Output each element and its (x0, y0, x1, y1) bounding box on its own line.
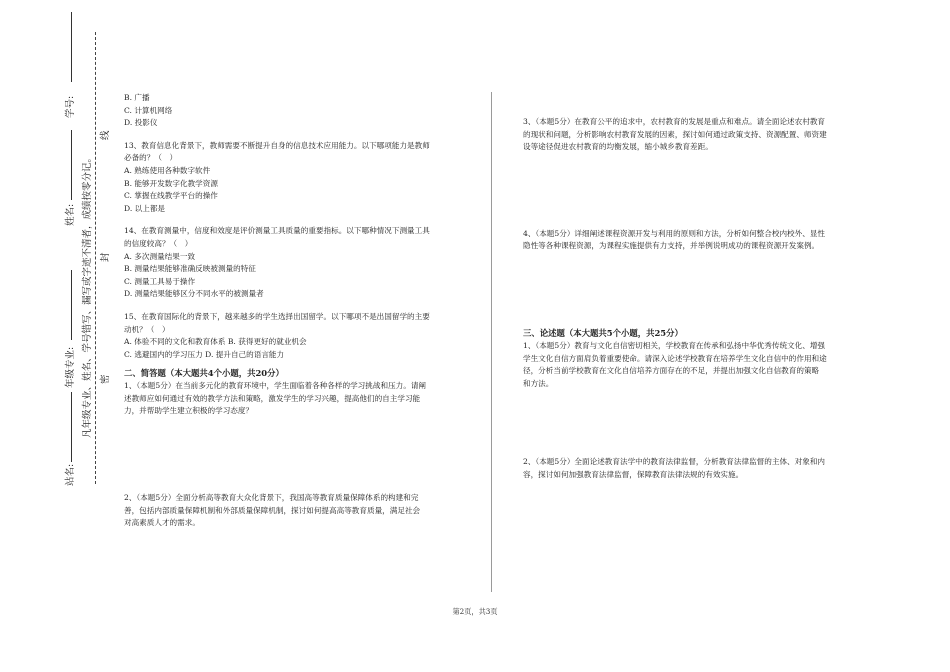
exam-site-label: 站名: (65, 463, 76, 486)
question-text: 隐性等各种课程资源，为课程实施提供有力支持，并举例说明成功的课程资源开发案例。 (523, 241, 820, 251)
option: A. 体验不同的文化和教育体系 B. 获得更好的就业机会 (124, 337, 307, 347)
binding-notice: 凡年级专业、姓名、学号错写、漏写或字迹不清者，成绩按零分记。 (82, 152, 93, 438)
option: A. 熟练使用各种数字软件 (124, 165, 211, 175)
option: D. 投影仪 (124, 118, 158, 128)
question-text: 1、（本题5分）教育与文化自信密切相关，学校教育在传承和弘扬中华优秀传统文化、增强 (523, 340, 826, 350)
question-stem: 13、教育信息化背景下，教师需要不断提升自身的信息技术应用能力。以下哪项能力是教师 (124, 140, 430, 150)
essay-question-2 (523, 456, 877, 481)
option: C. 计算机网络 (124, 105, 173, 115)
option: D. 测量结果能够区分不同水平的被测量者 (124, 289, 264, 299)
question-12-options (124, 92, 474, 130)
question-text: 设等途径促进农村教育的均衡发展，缩小城乡教育差距。 (523, 142, 713, 152)
question-text: 力，并帮助学生建立积极的学习态度？ (124, 406, 254, 416)
right-column (523, 116, 877, 482)
question-text: 容，探讨如何加强教育法律监督，保障教育法律法规的有效实施。 (523, 469, 744, 479)
question-text: 的现状和问题，分析影响农村教育发展的因素，探讨如何通过政策支持、资源配置、师资建 (523, 129, 827, 139)
student-id-line (62, 12, 75, 82)
short-answer-question-4 (523, 228, 877, 253)
short-answer-question-2 (124, 492, 474, 530)
question-text: 1、（本题5分）在当前多元化的教育环境中，学生面临着各种各样的学习挑战和压力。请阐 (124, 381, 427, 391)
question-text: 径，分析当前学校教育在文化自信培养方面存在的不足，并提出加强文化自信教育的策略 (523, 366, 820, 376)
short-answer-question-1 (124, 380, 474, 418)
option: C. 测量工具易于操作 (124, 276, 196, 286)
question-14 (124, 225, 474, 301)
column-divider (491, 92, 492, 592)
option: B. 能够开发数字化教学资源 (124, 178, 218, 188)
question-13 (124, 140, 474, 216)
question-text: 述教师应如何通过有效的教学方法和策略，激发学生的学习兴趣，提高他们的自主学习能 (124, 393, 421, 403)
grade-major-line (62, 270, 75, 340)
student-id-label: 学号: (65, 95, 76, 118)
binding-dashed-line (95, 32, 96, 484)
option: D. 以上都是 (124, 203, 166, 213)
question-text: 3、（本题5分）在教育公平的追求中，农村教育的发展是重点和难点。请全面论述农村教育 (523, 117, 826, 126)
question-text: 4、（本题5分）详细阐述课程资源开发与利用的原则和方法，分析如何整合校内校外、显性 (523, 228, 826, 238)
question-text: 对高素质人才的需求。 (124, 518, 200, 528)
question-text: 学生文化自信方面肩负着重要使命。请深入论述学校教育在培养学生文化自信中的作用和途 (523, 353, 827, 363)
section-title-essay: 三、论述题（本大题共5个小题，共25分） (523, 327, 683, 338)
short-answer-question-3 (523, 116, 877, 154)
option: B. 广播 (124, 93, 150, 102)
binding-mark-xian: 线 (100, 130, 111, 140)
binding-mark-mi: 密 (100, 374, 111, 384)
left-column (124, 92, 474, 530)
question-stem: 必备的？（ ） (124, 153, 178, 163)
question-stem: 的信度较高？（ ） (124, 238, 193, 248)
question-text: 善，包括内部质量保障机制和外部质量保障机制，探讨如何提高高等教育质量，满足社会 (124, 505, 421, 515)
option: C. 掌握在线教学平台的操作 (124, 191, 218, 201)
question-text: 2、（本题5分）全面分析高等教育大众化背景下，我国高等教育质量保障体系的构建和完 (124, 493, 419, 503)
question-stem: 15、在教育国际化的背景下，越来越多的学生选择出国留学。以下哪项不是出国留学的主要 (124, 311, 430, 321)
page-footer: 第2页，共3页 (452, 607, 498, 616)
option: B. 测量结果能够准确反映被测量的特征 (124, 264, 256, 274)
binding-margin (0, 0, 115, 672)
option: C. 逃避国内的学习压力 D. 提升自己的语言能力 (124, 349, 285, 359)
question-text: 2、（本题5分）全面论述教育法学中的教育法律监督，分析教育法律监督的主体、对象和内 (523, 457, 826, 467)
exam-site-line (62, 392, 75, 462)
option: A. 多次测量结果一致 (124, 251, 196, 261)
name-label: 姓名: (65, 203, 76, 226)
question-text: 和方法。 (523, 378, 554, 388)
section-title-short-answer: 二、简答题（本大题共4个小题，共20分） (124, 368, 284, 379)
question-stem: 动机？（ ） (124, 324, 170, 334)
essay-question-1 (523, 340, 877, 390)
question-15 (124, 311, 474, 361)
grade-major-label: 年级专业: (65, 346, 76, 388)
name-line (62, 130, 75, 200)
question-stem: 14、在教育测量中，信度和效度是评价测量工具质量的重要指标。以下哪种情况下测量工具 (124, 226, 430, 236)
binding-mark-feng: 封 (100, 252, 111, 262)
